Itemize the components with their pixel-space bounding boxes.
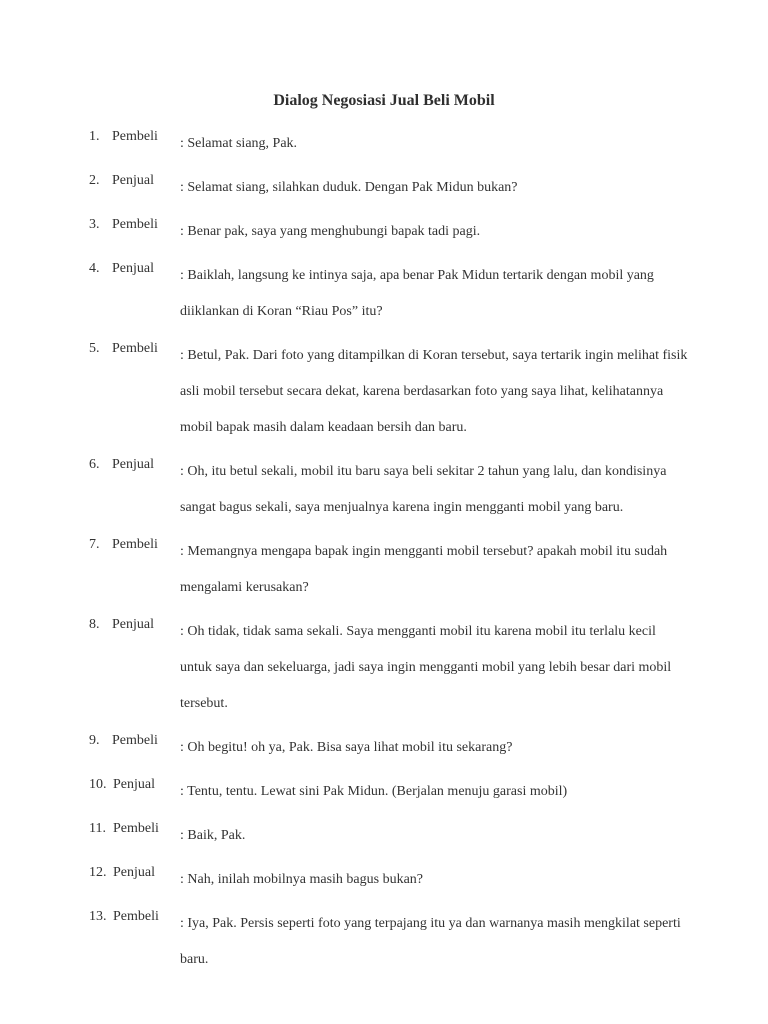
document-title: Dialog Negosiasi Jual Beli Mobil: [273, 92, 495, 109]
entry-number: 10.: [89, 777, 107, 792]
entry-speaker: Pembeli: [112, 341, 158, 356]
dialog-entry: [0, 534, 768, 606]
entry-number: 9.: [89, 733, 100, 748]
entry-speaker: Penjual: [112, 173, 154, 188]
entry-text: : Tentu, tentu. Lewat sini Pak Midun. (Berjalan menuju garasi mobil): [180, 784, 568, 799]
dialog-entry: [0, 214, 768, 250]
entry-text: : Selamat siang, silahkan duduk. Dengan Pak Midun bukan?: [180, 180, 518, 195]
entry-speaker: Pembeli: [112, 217, 158, 232]
entry-speaker: Penjual: [112, 457, 154, 472]
entry-speaker: Pembeli: [113, 909, 159, 924]
dialog-entry: [0, 774, 768, 810]
entry-speaker: Pembeli: [112, 733, 158, 748]
entry-number: 8.: [89, 617, 100, 632]
entry-number: 13.: [89, 909, 107, 924]
entry-text: : Betul, Pak. Dari foto yang ditampilkan di Koran tersebut, saya tertarik ingin melihat fisik asli mobil tersebut secara dekat, karena berdasarkan foto yang saya lihat, kelihatannya mobil bapak masih dalam keadaan bersih dan baru.: [180, 348, 688, 435]
entry-number: 3.: [89, 217, 100, 232]
entry-text: : Baiklah, langsung ke intinya saja, apa benar Pak Midun tertarik dengan mobil yang diiklankan di Koran “Riau Pos” itu?: [180, 268, 654, 319]
entry-text: : Oh tidak, tidak sama sekali. Saya mengganti mobil itu karena mobil itu terlalu kecil untuk saya dan sekeluarga, jadi saya ingin mengganti mobil yang lebih besar dari mobil tersebut.: [180, 624, 672, 711]
entry-text: : Memangnya mengapa bapak ingin mengganti mobil tersebut? apakah mobil itu sudah mengalami kerusakan?: [180, 544, 668, 595]
entry-speaker: Pembeli: [112, 537, 158, 552]
entry-speaker: Penjual: [112, 261, 154, 276]
entry-speaker: Pembeli: [112, 129, 158, 144]
entry-text: : Selamat siang, Pak.: [180, 136, 298, 151]
entry-speaker: Penjual: [113, 865, 155, 880]
dialog-entry: [0, 862, 768, 898]
dialog-entry: [0, 258, 768, 330]
entry-text: : Benar pak, saya yang menghubungi bapak tadi pagi.: [180, 224, 481, 239]
entry-speaker: Pembeli: [113, 821, 159, 836]
entry-number: 4.: [89, 261, 100, 276]
entry-text: : Baik, Pak.: [180, 828, 246, 843]
entry-speaker: Penjual: [112, 617, 154, 632]
dialog-entry: [0, 818, 768, 854]
entry-number: 12.: [89, 865, 107, 880]
dialog-entry: [0, 170, 768, 206]
entry-speaker: Penjual: [113, 777, 155, 792]
dialog-list: [0, 129, 768, 993]
dialog-entry: [0, 614, 768, 722]
entry-number: 7.: [89, 537, 100, 552]
dialog-entry: [0, 454, 768, 526]
dialog-entry: [0, 906, 768, 978]
entry-number: 6.: [89, 457, 100, 472]
dialog-entry: [0, 730, 768, 766]
entry-number: 2.: [89, 173, 100, 188]
entry-number: 5.: [89, 341, 100, 356]
entry-text: : Oh, itu betul sekali, mobil itu baru saya beli sekitar 2 tahun yang lalu, dan kondisinya sangat bagus sekali, saya menjualnya karena ingin mengganti mobil yang baru.: [180, 464, 667, 515]
dialog-entry: [0, 338, 768, 446]
entry-number: 1.: [89, 129, 100, 144]
dialog-entry: [0, 126, 768, 162]
entry-text: : Nah, inilah mobilnya masih bagus bukan?: [180, 872, 424, 887]
entry-text: : Oh begitu! oh ya, Pak. Bisa saya lihat mobil itu sekarang?: [180, 740, 513, 755]
entry-number: 11.: [89, 821, 106, 836]
entry-text: : Iya, Pak. Persis seperti foto yang terpajang itu ya dan warnanya masih mengkilat seperti baru.: [180, 916, 681, 967]
